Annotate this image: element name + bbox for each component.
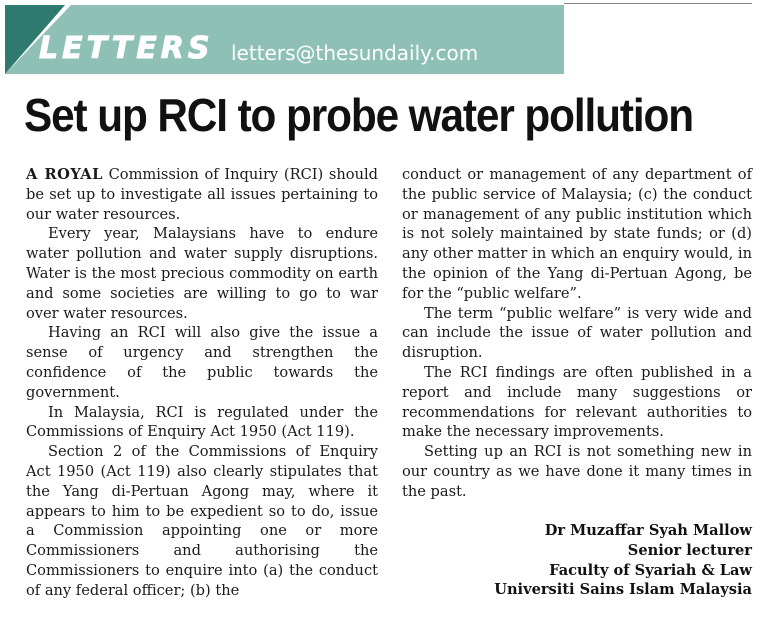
paragraph-8: Setting up an RCI is not something new in our country as we have done it many times in the past. — [402, 443, 752, 500]
letters-email: letters@thesundaily.com — [231, 41, 479, 65]
paragraph-6: The term “public welfare” is very wide and can include the issue of water pollution and disruption. — [402, 304, 752, 362]
section-label: LETTERS — [39, 31, 214, 66]
column-right — [402, 165, 752, 502]
column-left — [26, 165, 378, 601]
paragraph-5: Section 2 of the Commissions of Enquiry Act 1950 (Act 119) also clearly stipulates that the Yang di-Pertuan Agong may, where it appears to him to be expedient so to do, issue a Commission appointing one or more Commissioners and authorising the Commissioners to enquire into (a) the conduct of any federal officer; (b) the — [26, 443, 378, 599]
author-name: Dr Muzaffar Syah Mallow — [544, 522, 752, 539]
letters-banner — [5, 5, 564, 74]
paragraph-4: In Malaysia, RCI is regulated under the Commissions of Enquiry Act 1950 (Act 119). — [26, 403, 378, 441]
signature-block — [494, 521, 752, 600]
paragraph-3: Having an RCI will also give the issue a sense of urgency and strengthen the confidence of the public towards the government. — [26, 324, 378, 401]
paragraph-7: The RCI findings are often published in a report and include many suggestions or recommendations for relevant authorities to make the necessary improvements. — [402, 363, 752, 441]
author-faculty: Faculty of Syariah & Law — [549, 561, 752, 579]
top-rule — [564, 3, 752, 4]
lead-caps: A ROYAL — [26, 166, 103, 183]
headline: Set up RCI to probe water pollution — [24, 89, 694, 141]
paragraph-1-text: Commission of Inquiry (RCI) should be set up to investigate all issues pertaining to our water resources. — [26, 166, 378, 223]
paragraph-5-continued: conduct or management of any department of the public service of Malaysia; (c) the conduct or management of any public institution which is not solely maintained by state funds; or (d) any other matter in which an enquiry would, in the opinion of the Yang di-Pertuan Agong, be for the “public welfare”. — [402, 166, 752, 302]
author-title: Senior lecturer — [627, 541, 752, 559]
paragraph-2: Every year, Malaysians have to endure water pollution and water supply disruptions. Water is the most precious commodity on earth and some societies are willing to go to war over water resources. — [26, 225, 378, 322]
author-university: Universiti Sains Islam Malaysia — [494, 581, 752, 599]
paragraph-1 — [26, 165, 378, 224]
